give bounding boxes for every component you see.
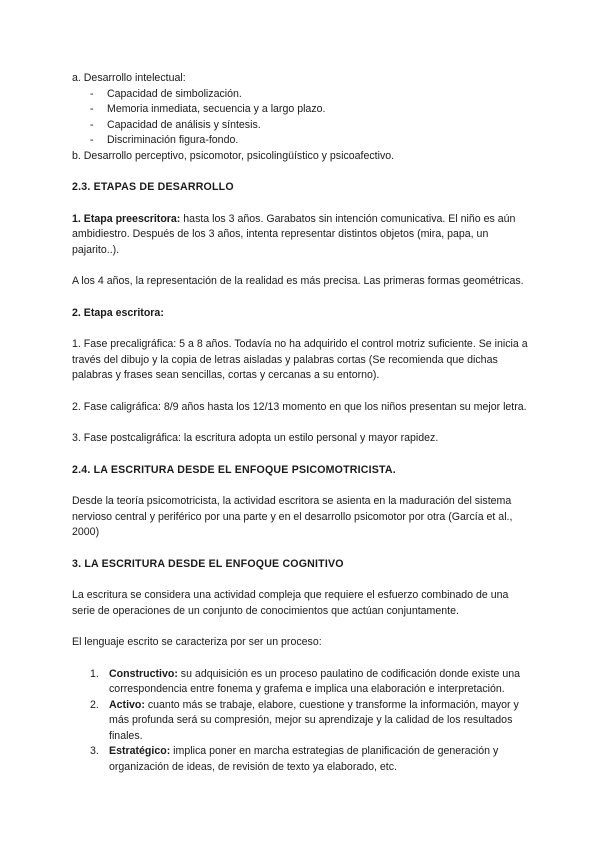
list-item-text: Discriminación figura-fondo. <box>107 134 239 146</box>
stage1-followup: A los 4 años, la representación de la realidad es más precisa. Las primeras formas geométricas. <box>72 275 524 287</box>
list-item <box>90 87 534 103</box>
phase1-paragraph: 1. Fase precaligráfica: 5 a 8 años. Todavía no ha adquirido el control motriz suficiente. Se inicia a través del dibujo y la copia de letras aisladas y palabras cortas (Se recomienda que dichas palabras y frases sean sencillas, cortas y cercanas a su entorno). <box>72 338 528 381</box>
item-b: b. Desarrollo perceptivo, psicomotor, psicolingüístico y psicoafectivo. <box>72 149 395 162</box>
stage2-label-text: 2. Etapa escritora: <box>72 306 164 319</box>
phase2-paragraph: 2. Fase caligráfica: 8/9 años hasta los 12/13 momento en que los niños presentan su mejor letra. <box>72 400 527 413</box>
document-page <box>72 71 534 775</box>
item-a: a. Desarrollo intelectual: <box>72 72 186 84</box>
list-item <box>90 698 534 745</box>
list-item <box>90 133 534 149</box>
section-2-4-paragraph: Desde la teoría psicomotricista, la actividad escritora se asienta en la maduración del sistema nervioso central y periférico por una parte y en el desarrollo psicomotor por otra (García et al., 2000) <box>72 495 513 538</box>
list-number: 2. <box>90 698 99 711</box>
list-item-text: Memoria inmediata, secuencia y a largo plazo. <box>107 103 326 115</box>
list-item <box>90 118 534 134</box>
list-item-text: implica poner en marcha estrategias de planificación de generación y organización de ideas, de revisión de texto ya elaborado, etc. <box>109 745 499 773</box>
section-3-paragraph-1: La escritura se considera una actividad compleja que requiere el esfuerzo combinado de una serie de operaciones de un conjunto de conocimientos que actúan conjuntamente. <box>72 589 509 617</box>
list-item-text: cuanto más se trabaje, elabore, cuestione y transforme la información, mayor y más profunda será su compresión, mejor su aprendizaje y la calidad de los resultados finales. <box>109 698 519 742</box>
dash-bullet: - <box>90 103 94 115</box>
list-item-text: Capacidad de análisis y síntesis. <box>107 118 261 131</box>
section-heading-2-3: 2.3. ETAPAS DE DESARROLLO <box>72 181 234 193</box>
stage1-paragraph <box>72 212 534 259</box>
section-heading-2-4: 2.4. LA ESCRITURA DESDE EL ENFOQUE PSICOMOTRICISTA. <box>72 463 396 476</box>
list-item-label: Activo: <box>109 698 145 711</box>
dash-bullet: - <box>90 87 94 100</box>
stage1-text: hasta los 3 años. Garabatos sin intención comunicativa. El niño es aún ambidiestro. Después de los 3 años, intenta representar distintos objetos (mira, papa, un pajarito..). <box>72 212 516 256</box>
list-number: 1. <box>90 667 99 680</box>
list-item-label: Constructivo: <box>109 667 178 680</box>
section-heading-3: 3. LA ESCRITURA DESDE EL ENFOQUE COGNITIVO <box>72 557 344 570</box>
phase3-paragraph: 3. Fase postcaligráfica: la escritura adopta un estilo personal y mayor rapidez. <box>72 432 439 444</box>
list-item <box>90 744 534 775</box>
list-item <box>90 102 534 118</box>
process-list <box>72 667 534 776</box>
list-item <box>90 667 534 698</box>
section-3-paragraph-2: El lenguaje escrito se caracteriza por ser un proceso: <box>72 636 322 648</box>
list-item-text: su adquisición es un proceso paulatino de codificación donde existe una correspondencia entre fonema y grafema e implica una elaboración e interpretación. <box>109 667 521 695</box>
list-item-label: Estratégico: <box>109 745 171 757</box>
list-number: 3. <box>90 745 99 757</box>
sub-item-list <box>72 87 534 149</box>
stage2-label <box>72 306 534 322</box>
list-item-text: Capacidad de simbolización. <box>107 87 242 100</box>
stage1-label: 1. Etapa preescritora: <box>72 212 181 225</box>
dash-bullet: - <box>90 134 94 146</box>
dash-bullet: - <box>90 118 94 131</box>
